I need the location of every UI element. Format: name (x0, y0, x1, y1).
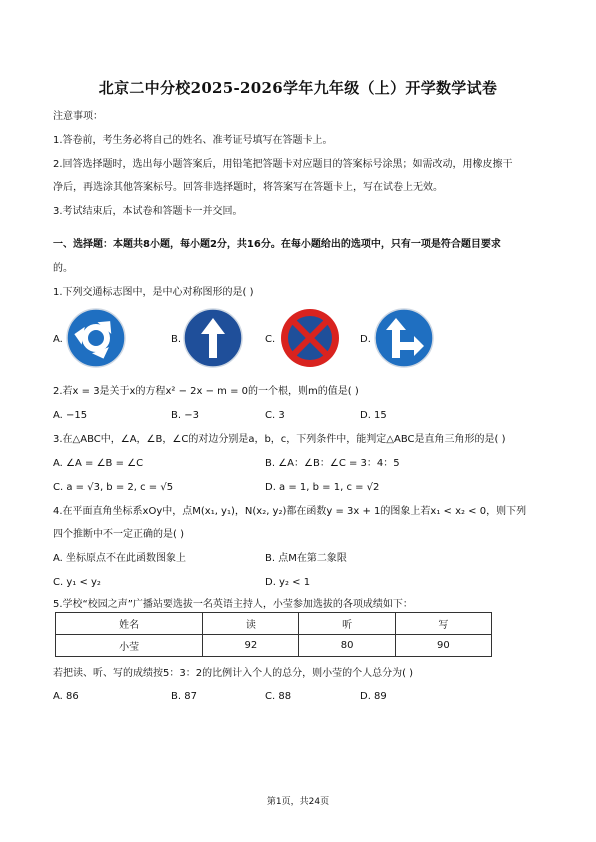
table-header-row (56, 613, 492, 635)
q2-option-c: C. 3 (265, 410, 285, 421)
section-heading-line-1: 一、选择题：本题共8小题，每小题2分，共16分。在每小题给出的选项中，只有一项是符合题目要求 (53, 239, 501, 250)
option-label-a: A. (53, 334, 63, 345)
table-cell: 80 (299, 635, 395, 657)
question-4-stem-line-1: 4.在平面直角坐标系xOy中，点M(x₁, y₁)，N(x₂, y₂)都在函数y = 3x + 1的图象上若x₁ < x₂ < 0，则下列 (53, 506, 527, 517)
notice-item-2-line-2: 净后，再选涂其他答案标号。回答非选择题时，将答案写在答题卡上，写在试卷上无效。 (53, 182, 443, 193)
notice-item-3: 3.考试结束后，本试卷和答题卡一并交回。 (53, 206, 243, 217)
page-title: 北京二中分校2025-2026学年九年级（上）开学数学试卷 (98, 79, 498, 97)
option-label-b: B. (171, 334, 182, 345)
q4-option-a: A. 坐标原点不在此函数图象上 (53, 553, 187, 564)
q3-option-d: D. a = 1, b = 1, c = √2 (265, 482, 380, 493)
option-label-c: C. (265, 334, 276, 345)
q3-option-b: B. ∠A：∠B：∠C = 3：4：5 (265, 458, 400, 469)
q2-option-a: A. −15 (53, 410, 88, 421)
straight-ahead-sign-icon (183, 308, 243, 368)
score-table (55, 612, 492, 657)
table-cell: 92 (203, 635, 299, 657)
notice-item-2-line-1: 2.回答选择题时，选出每小题答案后，用铅笔把答题卡对应题目的答案标号涂黑；如需改动，用橡皮擦干 (53, 159, 513, 170)
table-cell: 小莹 (56, 635, 203, 657)
question-2-stem: 2.若x = 3是关于x的方程x² − 2x − m = 0的一个根，则m的值是( ) (53, 386, 359, 397)
q3-option-c: C. a = √3, b = 2, c = √5 (53, 482, 174, 493)
q5-option-a: A. 86 (53, 691, 79, 702)
q3-option-a: A. ∠A = ∠B = ∠C (53, 458, 144, 469)
question-5-follow: 若把读、听、写的成绩按5：3：2的比例计入个人的总分，则小莹的个人总分为( ) (53, 668, 414, 679)
q5-option-b: B. 87 (171, 691, 197, 702)
notice-item-1: 1.答卷前，考生务必将自己的姓名、准考证号填写在答题卡上。 (53, 135, 333, 146)
table-row (56, 635, 492, 657)
question-5-stem: 5.学校“校园之声”广播站要选拔一名英语主持人，小莹参加选拔的各项成绩如下： (53, 599, 413, 610)
roundabout-sign-icon (66, 308, 126, 368)
page-footer: 第1页，共24页 (266, 797, 330, 807)
table-cell: 90 (395, 635, 491, 657)
notice-heading: 注意事项： (53, 111, 103, 122)
q4-option-b: B. 点M在第二象限 (265, 553, 347, 564)
table-header-cell: 写 (395, 613, 491, 635)
no-stopping-sign-icon (280, 308, 340, 368)
q4-option-d: D. y₂ < 1 (265, 577, 311, 588)
q2-option-d: D. 15 (360, 410, 387, 421)
straight-or-right-sign-icon (374, 308, 434, 368)
q5-option-d: D. 89 (360, 691, 387, 702)
question-4-stem-line-2: 四个推断中不一定正确的是( ) (53, 529, 184, 540)
q4-option-c: C. y₁ < y₂ (53, 577, 101, 588)
table-header-cell: 读 (203, 613, 299, 635)
table-header-cell: 姓名 (56, 613, 203, 635)
option-label-d: D. (360, 334, 371, 345)
section-heading-line-2: 的。 (53, 263, 73, 274)
question-1-stem: 1.下列交通标志图中，是中心对称图形的是( ) (53, 287, 254, 298)
q5-option-c: C. 88 (265, 691, 292, 702)
question-3-stem: 3.在△ABC中，∠A，∠B，∠C的对边分别是a，b，c，下列条件中，能判定△ABC是直角三角形的是( ) (53, 434, 506, 445)
table-header-cell: 听 (299, 613, 395, 635)
q2-option-b: B. −3 (171, 410, 199, 421)
